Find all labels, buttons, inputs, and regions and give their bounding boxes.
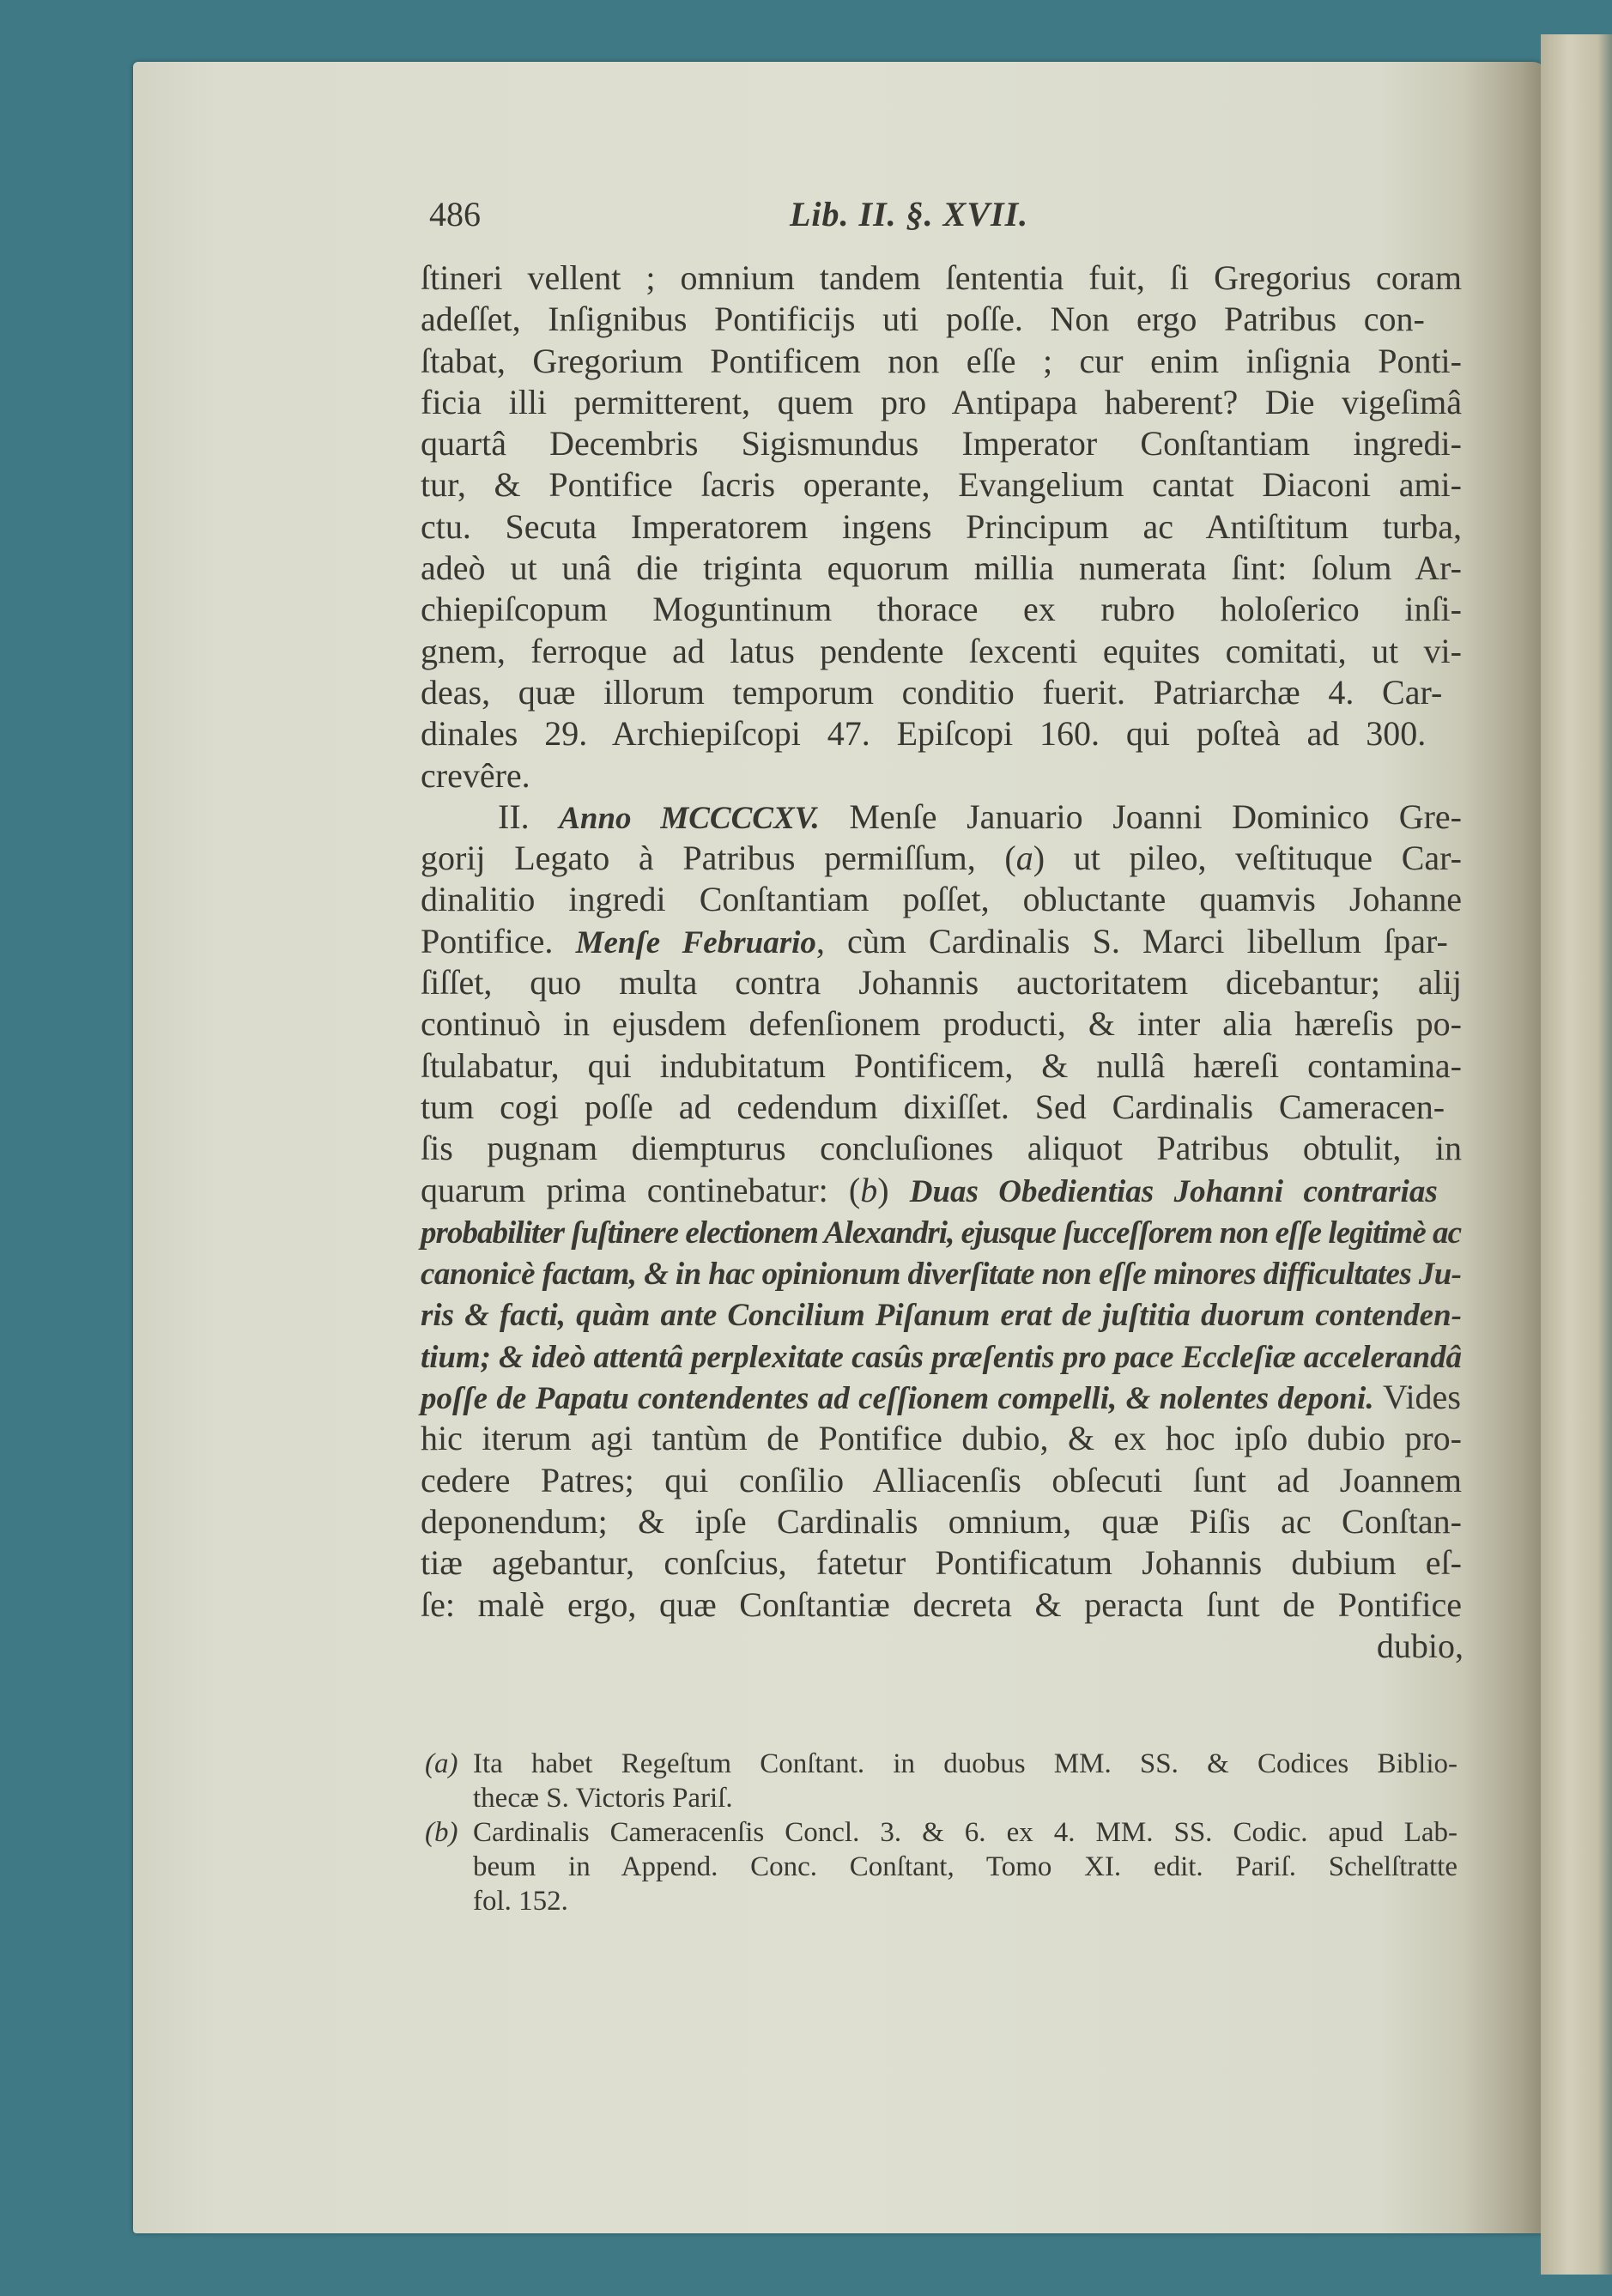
footnote-line-content: beum in Append. Conc. Conſtant, Tomo XI. edit. Pariſ. Schelſtratte: [473, 1851, 1457, 1882]
text-line: [421, 1584, 1464, 1626]
text-segment: deponendum; & ipſe Cardinalis omnium, quæ Piſis ac Conſtan-: [421, 1501, 1462, 1541]
text-line-content: [421, 921, 1448, 964]
footnote-line-content: Cardinalis Cameracenſis Concl. 3. & 6. ex 4. MM. SS. Codic. apud Lab-: [473, 1817, 1457, 1848]
text-line: [421, 1377, 1464, 1418]
footnote-label: (b): [425, 1817, 458, 1848]
text-line: [421, 506, 1464, 548]
text-line: [421, 713, 1464, 754]
text-line-content: [421, 1045, 1462, 1087]
body-text: [421, 257, 1464, 1667]
text-line: [421, 1252, 1464, 1293]
text-line: [421, 341, 1464, 382]
text-line-content: [421, 672, 1442, 713]
text-segment: tum cogi poſſe ad cedendum dixiſſet. Sed Cardinalis Cameracen-: [421, 1087, 1445, 1126]
text-line: [421, 1336, 1464, 1377]
text-line: [421, 755, 1464, 797]
text-line: [421, 1211, 1464, 1252]
footnote: [425, 1815, 1459, 1918]
text-segment: , cùm Cardinalis S. Marci libellum ſpar-: [815, 921, 1448, 960]
footnotes: [425, 1747, 1459, 1918]
text-line-content: [421, 341, 1462, 382]
running-head: Lib. II. §. XVII.: [790, 195, 1029, 233]
text-line-content: [421, 1170, 1438, 1213]
text-segment: b: [860, 1170, 878, 1209]
text-line: [421, 299, 1464, 340]
text-segment: gorij Legato à Patribus permiſſum, (: [421, 839, 1016, 878]
text-line-content: [421, 1128, 1462, 1169]
text-segment: a: [1015, 839, 1033, 878]
text-line: [421, 1045, 1464, 1087]
text-segment: canonicè factam, & in hac opinionum diverſitate non eſſe minores difficultates Ju-: [421, 1257, 1462, 1293]
text-line: [421, 1087, 1464, 1128]
text-line: [421, 257, 1464, 299]
text-segment: deas, quæ illorum temporum conditio fuerit. Patriarchæ 4. Car-: [421, 672, 1443, 712]
text-segment: Pontifice.: [421, 921, 576, 960]
text-segment: ſiſſet, quo multa contra Johannis auctoritatem dicebantur; alij: [421, 963, 1462, 1003]
text-line: [421, 1003, 1464, 1045]
footnote-line-content: fol. 152.: [473, 1886, 568, 1917]
text-line-content: [421, 1003, 1462, 1045]
text-line: [421, 1542, 1464, 1584]
text-segment: quarum prima continebatur: (: [421, 1170, 861, 1209]
text-segment: ſtabat, Gregorium Pontificem non eſſe ; cur enim inſignia Ponti-: [421, 341, 1462, 380]
text-line-content: [421, 506, 1462, 548]
text-line-content: [1377, 1626, 1464, 1667]
text-segment: continuò in ejusdem defenſionem producti, & inter alia hæreſis po-: [421, 1004, 1462, 1044]
text-line-content: [421, 1336, 1462, 1378]
text-line: [421, 879, 1464, 920]
text-segment: poſſe de Papatu contendentes ad ceſſionem compelli, & nolentes deponi.: [421, 1381, 1374, 1417]
text-segment: ris & facti, quàm ante Concilium Piſanum erat de juſtitia duorum contenden-: [421, 1298, 1462, 1334]
text-line-content: [421, 838, 1462, 879]
text-line-content: [421, 548, 1462, 589]
text-line-content: [421, 382, 1462, 423]
text-line-content: [421, 589, 1462, 630]
footnote-line-content: Ita habet Regeſtum Conſtant. in duobus MM. SS. & Codices Biblio-: [473, 1748, 1457, 1779]
text-line-content: [421, 713, 1426, 754]
text-segment: Menſe Januario Joanni Dominico Gre-: [819, 797, 1463, 836]
text-segment: cedere Patres; qui conſilio Alliacenſis obſecuti ſunt ad Joannem: [421, 1460, 1462, 1499]
text-segment: dinalitio ingredi Conſtantiam poſſet, obluctante quamvis Johanne: [421, 880, 1462, 919]
footnote-line: [473, 1850, 1459, 1884]
text-segment: Duas Obedientias Johanni contrarias: [909, 1173, 1438, 1209]
text-segment: tiæ agebantur, conſcius, fatetur Pontificatum Johannis dubium eſ-: [421, 1543, 1462, 1583]
text-line: [421, 921, 1464, 962]
text-line-content: [421, 257, 1462, 299]
text-line: [421, 1128, 1464, 1169]
text-segment: ſis pugnam diempturus concluſiones aliquot Patribus obtulit, in: [421, 1129, 1462, 1168]
text-segment: Menſe Februario: [575, 924, 816, 960]
text-segment: ſtulabatur, qui indubitatum Pontificem, & nullâ hæreſi contamina-: [421, 1045, 1462, 1085]
page-number: 486: [429, 195, 481, 233]
text-line: [421, 1626, 1464, 1667]
footnote-line: [473, 1747, 1459, 1781]
text-segment: probabiliter ſuſtinere electionem Alexandri, ejusque ſucceſſorem non eſſe legitimè ac: [421, 1215, 1462, 1251]
text-line: [421, 838, 1464, 879]
text-line-content: [421, 1211, 1461, 1254]
text-line: [421, 1418, 1464, 1459]
text-segment: ſtineri vellent ; omnium tandem ſententia fuit, ſi Gregorius coram: [421, 258, 1462, 297]
text-line: [421, 1170, 1464, 1211]
text-segment: chiepiſcopum Moguntinum thorace ex rubro holoſerico inſi-: [421, 590, 1462, 629]
text-line-content: [498, 797, 1462, 839]
text-line: [421, 1460, 1464, 1501]
text-segment: Vides: [1373, 1378, 1461, 1417]
text-segment: dinales 29. Archiepiſcopi 47. Epiſcopi 160. qui poſteà ad 300.: [421, 714, 1427, 754]
text-segment: crevêre.: [421, 755, 530, 795]
facing-page-edge: [1541, 34, 1612, 2275]
text-line-content: [421, 1293, 1462, 1336]
text-segment: hic iterum agi tantùm de Pontifice dubio, & ex hoc ipſo dubio pro-: [421, 1419, 1462, 1458]
text-line: [421, 382, 1464, 423]
text-line-content: [421, 879, 1462, 920]
text-line-content: [421, 464, 1462, 506]
text-line-content: [421, 1584, 1462, 1626]
text-line: [421, 548, 1464, 589]
text-line: [421, 423, 1464, 464]
page-header: [421, 194, 1464, 237]
text-line-content: [421, 631, 1462, 672]
text-line-content: [421, 1460, 1462, 1501]
text-segment: ficia illi permitterent, quem pro Antipapa haberent? Die vigeſimâ: [421, 382, 1462, 421]
text-line-content: [421, 1418, 1462, 1459]
text-line: [421, 1293, 1464, 1335]
text-line: [421, 962, 1464, 1003]
text-line-content: [421, 962, 1462, 1003]
text-segment: ) ut pileo, veſtituque Car-: [1033, 839, 1462, 878]
footnote-line: [473, 1815, 1459, 1850]
text-line: [421, 589, 1464, 630]
footnote-line: [473, 1884, 1459, 1918]
text-segment: ctu. Secuta Imperatorem ingens Principum ac Antiſtitum turba,: [421, 506, 1462, 546]
text-segment: tur, & Pontifice ſacris operante, Evangelium cantat Diaconi ami-: [421, 465, 1462, 505]
text-line-content: [421, 1377, 1461, 1420]
text-segment: II.: [498, 797, 560, 836]
text-segment: adeſſet, Inſignibus Pontificijs uti poſſe. Non ergo Patribus con-: [421, 300, 1425, 339]
text-line-content: [421, 1501, 1462, 1542]
footnote-line-content: thecæ S. Victoris Pariſ.: [473, 1783, 733, 1814]
text-line: [421, 1501, 1464, 1542]
text-line: [421, 631, 1464, 672]
text-segment: ): [877, 1170, 910, 1209]
text-line: [421, 464, 1464, 506]
text-segment: tium; & ideò attentâ perplexitate casûs præſentis pro pace Eccleſiæ accelerandâ: [421, 1339, 1462, 1375]
text-line: [421, 672, 1464, 713]
text-segment: adeò ut unâ die triginta equorum millia numerata ſint: ſolum Ar-: [421, 548, 1462, 588]
text-line-content: [421, 1542, 1462, 1584]
text-line-content: [421, 1252, 1461, 1295]
footnote-label: (a): [425, 1748, 458, 1779]
footnote: [425, 1747, 1459, 1815]
text-line-content: [421, 1087, 1445, 1128]
text-line-content: [421, 423, 1462, 464]
text-segment: dubio,: [1376, 1626, 1464, 1665]
footnote-line: [473, 1781, 1459, 1815]
text-line-content: [421, 755, 530, 797]
text-line: [421, 797, 1464, 838]
text-segment: ſe: malè ergo, quæ Conſtantiæ decreta & peracta ſunt de Pontifice: [421, 1584, 1462, 1624]
text-segment: gnem, ferroque ad latus pendente ſexcenti equites comitati, ut vi-: [421, 631, 1462, 670]
text-segment: Anno MCCCCXV.: [559, 800, 820, 836]
text-line-content: [421, 299, 1425, 340]
text-segment: quartâ Decembris Sigismundus Imperator Conſtantiam ingredi-: [421, 424, 1462, 463]
